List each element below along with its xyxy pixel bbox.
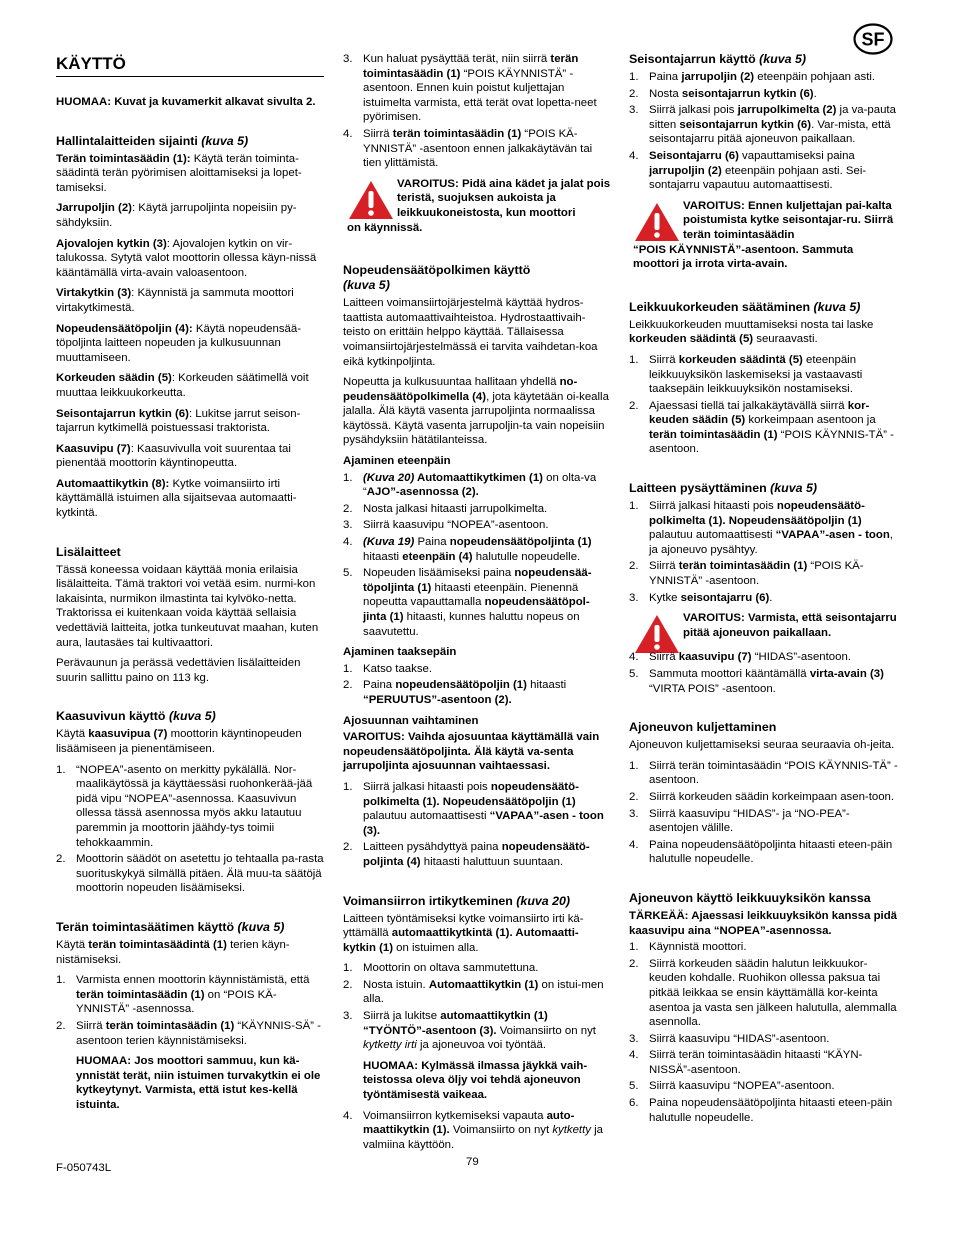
list-item: 1. Siirrä korkeuden säädintä (5) eteenpäin leikkuuyksikön laskemiseksi ja vastaavasti taaksepäin leikkuuyksikön nostamiseksi. [629, 353, 863, 396]
list-item: 2. Ajaessasi tiellä tai jalkakäytävällä siirrä kor-keuden säädin (5) korkeimpaan asentoon ja terän toimintasäädin (1) “POIS KÄYNNIS-TÄ” -asentoon. [629, 399, 894, 456]
warning-icon [633, 613, 681, 655]
blade-list [56, 973, 324, 1112]
page-title: KÄYTTÖ [56, 54, 324, 77]
list-item: 1. Moottorin on oltava sammutettuna. [343, 962, 539, 975]
height-heading: Leikkuukorkeuden säätäminen (kuva 5) [629, 299, 861, 314]
pto-heading: Voimansiirron irtikytkeminen (kuva 20) [343, 893, 571, 908]
list-item: 1. Varmista ennen moottorin käynnistämistä, että terän toimintasäädin (1) on “POIS KÄ-YNNISTÄ” -asennossa. [56, 974, 310, 1016]
blade-note: HUOMAA: Jos moottori sammuu, kun kä-ynnistät terät, niin istuimen turvakytkin ei ole kytkeytynyt. Varmista, että istut kes-kellä istuinta. [76, 1055, 321, 1111]
pto-intro: Laitteen työntämiseksi kytke voimansiirto irti kä-yttämällä automaattikytkintä (1). Automaatti-kytkin (1) on istuimen alla. [343, 912, 584, 954]
list-item: 1. Siirrä jalkasi hitaasti pois nopeudensäätö-polkimelta (1). Nopeudensäätöpoljin (1) palautuu automaattisesti “VAPAA”-asen - toon (3). [343, 780, 604, 837]
list-item: 6. Paina nopeudensäätöpoljinta hitaasti eteen-päin halutulle nopeudelle. [629, 1097, 893, 1124]
accessories-text: Tässä koneessa voidaan käyttää monia erilaisia lisälaitteita. Tämä traktori voi vetää esim. nurmi-kon lakaisinta, nurmikon ilmastinta tai kylvöko-netta. Traktorissa ei kuitenkaan voida käyttää sellaisia vedettäviä laitteita, jotka tunkeutuvat maahan, kuten aura, lautasäes tai kultivaattori. [56, 563, 319, 649]
list-item: 3. Kytke seisontajarru (6). [629, 591, 773, 604]
list-item: 4. Seisontajarru (6) vapauttamiseksi paina jarrupoljin (2) eteenpäin pohjaan asti. Sei-sontajarru vapautuu automaattisesti. [629, 149, 867, 192]
parking-warning: VAROITUS: Ennen kuljettajan pai-kalta poistumista kytke seisontajar-ru. Siirrä terän toimintasäädin “POIS KÄYNNISTÄ”-asentoon. Sammuta moottori ja irrota virta-avain. [633, 199, 894, 271]
list-item: 2. Nosta seisontajarrun kytkin (6). [629, 87, 817, 100]
parking-list [629, 70, 899, 193]
speed-pedal-text: Laitteen voimansiirtojärjestelmä käyttää hydros-taattista automaattivaihteistoa. Hydrostaattivaih-teisto on erittäin helppo käyttää. Tällaisessa voimansiirtojärjestelmässä ei tarvita vaihdetan-koa eikä kytkinpoljinta. [343, 297, 598, 368]
list-item: 1. Siirrä jalkasi hitaasti pois nopeudensäätö-polkimelta (1). Nopeudensäätöpoljin (1) palautuu automaattisesti “VAPAA”-asen - toon, ja ajoneuvo pysähtyy. [629, 500, 893, 556]
forward-heading: Ajaminen eteenpäin [343, 455, 451, 468]
list-item: 2. Nosta istuin. Automaattikytkin (1) on istui-men alla. [343, 978, 604, 1006]
throttle-intro: Käytä kaasuvipua (7) moottorin käyntinopeuden lisäämiseen ja pienentämiseen. [56, 728, 302, 755]
document-code: F-050743L [56, 1162, 112, 1174]
speed-pedal-text: Nopeutta ja kulkusuuntaa hallitaan yhdellä no-peudensäätöpolkimella (4), jota käytetään oi-kealla jalalla. Älä käytä vasenta jarrupoljinta normaalissa käytössä. Käytä vasenta jarrupoljin-ta vain nopeisiin pysähdyksiin hätätilanteissa. [343, 376, 609, 447]
list-item: 4. Siirrä kaasuvipu (7) “HIDAS”-asentoon. [629, 651, 851, 664]
list-item: 2. Paina nopeudensäätöpoljin (1) hitaasti “PERUUTUS”-asentoon (2). [343, 679, 567, 706]
forward-list [343, 471, 611, 640]
height-list [629, 353, 899, 457]
blade-list-continued [343, 52, 611, 171]
control-item: Virtakytkin (3): Käynnistä ja sammuta moottori virtakytkimestä. [56, 287, 294, 314]
direction-change-warning: VAROITUS: Vaihda ajosuuntaa käyttämällä vain nopeudensäätöpoljinta. Älä käytä va-senta jarrupoljinta ajosuunnan vaihtaessasi. [343, 731, 600, 773]
control-item: Automaattikytkin (8): Kytke voimansiirto irti käyttämällä istuimen alla sijaitsevaa automaatti-kytkintä. [56, 477, 297, 520]
direction-change-heading: Ajosuunnan vaihtaminen [343, 714, 479, 727]
list-item: 2. Siirrä terän toimintasäädin (1) “KÄYNNIS-SÄ” -asentoon terien käynnistämiseksi. HUOMAA: Jos moottori sammuu, kun kä-ynnistät terät, niin istuimen turvakytkin ei ole kytkeytynyt. Varmista, että istut kes-kellä istuinta. [56, 1019, 324, 1113]
list-item: 5. Siirrä kaasuvipu “NOPEA”-asentoon. [629, 1080, 835, 1093]
list-item: 4. Siirrä terän toimintasäädin (1) “POIS KÄ-YNNISTÄ” -asentoon ennen jalkakäytävän tai tien ylittämistä. [343, 127, 593, 170]
control-item: Nopeudensäätöpoljin (4): Käytä nopeudensää-töpoljinta laitteen nopeuden ja kulkusuunnan muuttamiseen. [56, 322, 301, 364]
stopping-heading: Laitteen pysäyttäminen (kuva 5) [629, 481, 817, 496]
list-item: 4. Voimansiirron kytkemiseksi vapauta auto-maattikytkin (1). Voimansiirto on nyt kytketty ja valmiina käyttöön. [343, 1109, 603, 1151]
height-intro: Leikkuukorkeuden muuttamiseksi nosta tai laske korkeuden säädintä (5) seuraavasti. [629, 318, 874, 346]
list-item: 3. Siirrä ja lukitse automaattikytkin (1) “TYÖNTÖ”-asentoon (3). Voimansiirto on nyt kytketty irti ja ajoneuvoa voi työntää. HUOMAA: Kylmässä ilmassa jäykkä vaih-teistossa oleva öljy voi tehdä ajoneuvon työntämisestä vaikeaa. [343, 1009, 611, 1103]
column-right [629, 52, 899, 1131]
stopping-list [629, 499, 899, 605]
mowing-important: TÄRKEÄÄ: Ajaessasi leikkuuyksikön kanssa pidä kaasuvipu aina “NOPEA”-asennossa. [629, 909, 897, 937]
list-item: 3. Siirrä kaasuvipu “HIDAS”-asentoon. [629, 1032, 830, 1045]
throttle-heading: Kaasuvivun käyttö (kuva 5) [56, 709, 216, 724]
list-item: 2. Moottorin säädöt on asetettu jo tehtaalla pa-rasta suorituskykyä silmällä pitäen. Älä muu-ta säätöjä moottorin nopeuden lisäämiseksi. [56, 853, 324, 895]
transport-heading: Ajoneuvon kuljettaminen [629, 720, 777, 735]
control-item: Jarrupoljin (2): Käytä jarrupoljinta nopeisiin py-sähdyksiin. [56, 202, 297, 229]
mowing-heading: Ajoneuvon käyttö leikkuuyksikön kanssa [629, 890, 871, 905]
language-badge [853, 23, 893, 55]
transport-intro: Ajoneuvon kuljettamiseksi seuraa seuraavia oh-jeita. [629, 739, 895, 752]
parking-heading: Seisontajarrun käyttö (kuva 5) [629, 52, 806, 66]
intro-note: HUOMAA: Kuvat ja kuvamerkit alkavat sivulta 2. [56, 96, 316, 108]
control-item: Seisontajarrun kytkin (6): Lukitse jarrut seison-tajarrun kytkimellä poistuessasi traktorista. [56, 407, 301, 435]
page-number: 79 [466, 1156, 479, 1168]
stopping-warning: VAROITUS: Varmista, että seisontajarru pitää ajoneuvon paikallaan. [629, 611, 899, 640]
list-item: 4. Paina nopeudensäätöpoljinta hitaasti eteen-päin halutulle nopeudelle. [629, 838, 893, 866]
blade-warning: VAROITUS: Pidä aina kädet ja jalat pois teristä, suojuksen aukoista ja leikkuukoneistosta, kun moottori on käynnissä. [347, 177, 611, 234]
warning-icon [347, 179, 395, 221]
list-item: 3. Siirrä kaasuvipu “HIDAS”- ja “NO-PEA”-asentojen välille. [629, 807, 850, 835]
list-item: 1. “NOPEA”-asento on merkitty pykälällä. Nor-maalikäytössä ja käyttäessäsi ruohonkerää-jää pidä vipu “NOPEA”-asennossa. Kaasuvivun ollessa tässä asennossa myös akku latautuu paremmin ja moottorin jäähdy-tys toimii tehokkaammin. [56, 763, 313, 849]
list-item: 2. Nosta jalkasi hitaasti jarrupolkimelta. [343, 502, 548, 515]
accessories-heading: Lisälaitteet [56, 544, 121, 559]
list-item: 1. Siirrä terän toimintasäädin “POIS KÄYNNIS-TÄ” -asentoon. [629, 759, 898, 787]
speed-pedal-heading: Nopeudensäätöpolkimen käyttö (kuva 5) [343, 263, 531, 293]
pto-list [343, 961, 611, 1152]
list-item: 3. Siirrä kaasuvipu “NOPEA”-asentoon. [343, 519, 549, 532]
throttle-list [56, 763, 324, 896]
list-item: 1. Katso taakse. [343, 662, 433, 675]
column-middle [343, 52, 611, 1158]
controls-heading: Hallintalaitteiden sijainti (kuva 5) [56, 133, 249, 148]
list-item: 2. Laitteen pysähdyttyä paina nopeudensäätö-poljinta (4) hitaasti haluttuun suuntaan. [343, 841, 590, 868]
list-item: 5. Nopeuden lisäämiseksi paina nopeudensää-töpoljinta (1) hitaasti eteenpäin. Pienennä nopeutta vapauttamalla nopeudensäätöpol-jinta (1) hitaasti, kunnes haluttu nopeus on saavutettu. [343, 567, 592, 638]
list-item: 2. Siirrä korkeuden säädin halutun leikkuukor-keuden kohdalle. Ruohikon ollessa paksua tai pitkää leikkaa se ensin käyttämällä kor-keinta asentoa ja vasta sen jälkeen halutulla, alemmalla asennolla. [629, 957, 897, 1029]
mowing-list [629, 940, 899, 1125]
control-item: Terän toimintasäädin (1): Käytä terän toiminta-säädintä terän pyörimisen aloittamiseksi ja lopet-tamiseksi. [56, 152, 302, 194]
list-item: 2. Siirrä korkeuden säädin korkeimpaan asen-toon. [629, 790, 895, 803]
list-item: 3. Siirrä jalkasi pois jarrupolkimelta (2) ja va-pauta sitten seisontajarrun kytkin (6). Var-mista, että seisontajarru pitää ajoneuvon paikallaan. [629, 104, 896, 146]
blade-intro: Käytä terän toimintasäädintä (1) terien käyn-nistämiseksi. [56, 938, 290, 966]
list-item: 1. Käynnistä moottori. [629, 941, 747, 954]
warning-icon [633, 201, 681, 243]
list-item: 3. Kun haluat pysäyttää terät, niin siirrä terän toimintasäädin (1) “POIS KÄYNNISTÄ” -asentoon. Ennen kuin poistut kuljettajan istuimelta varmista, että terät ovat lopetta-neet pyörimisen. [343, 53, 597, 124]
blade-heading: Terän toimintasäätimen käyttö (kuva 5) [56, 919, 285, 934]
control-item: Korkeuden säädin (5): Korkeuden säätimellä voit muuttaa leikkuukorkeutta. [56, 372, 309, 399]
transport-list [629, 759, 899, 867]
pto-note: HUOMAA: Kylmässä ilmassa jäykkä vaih-teistossa oleva öljy voi tehdä ajoneuvon työntämisestä vaikeaa. [363, 1059, 588, 1102]
badge-text: SF [861, 29, 885, 50]
control-item: Ajovalojen kytkin (3): Ajovalojen kytkin on vir-talukossa. Sytytä valot moottorin ollessa käyn-nissä kääntämällä virta-avain valoasentoon. [56, 237, 317, 279]
list-item: 2. Siirrä terän toimintasäädin (1) “POIS KÄ-YNNISTÄ” -asentoon. [629, 560, 864, 588]
list-item: 1. Paina jarrupoljin (2) eteenpäin pohjaan asti. [629, 71, 876, 83]
reverse-list [343, 662, 611, 708]
stopping-list-continued [629, 650, 899, 696]
column-left [56, 52, 324, 1118]
direction-change-list [343, 780, 611, 870]
list-item: 4. (Kuva 19) Paina nopeudensäätöpoljinta (1) hitaasti eteenpäin (4) halutulle nopeudelle. [343, 536, 592, 563]
control-item: Kaasuvipu (7): Kaasuvivulla voit suurentaa tai pienentää moottorin käyntinopeutta. [56, 442, 291, 470]
list-item: 1. (Kuva 20) Automaattikytkimen (1) on olta-va “AJO”-asennossa (2). [343, 471, 597, 499]
badge-oval-icon [853, 23, 893, 55]
reverse-heading: Ajaminen taaksepäin [343, 646, 457, 659]
list-item: 5. Sammuta moottori kääntämällä virta-avain (3) “VIRTA POIS” -asentoon. [629, 668, 884, 695]
accessories-weight: Perävaunun ja perässä vedettävien lisälaitteiden suurin sallittu paino on 113 kg. [56, 657, 301, 684]
list-item: 4. Siirrä terän toimintasäädin hitaasti “KÄYN-NISSÄ”-asentoon. [629, 1049, 863, 1076]
